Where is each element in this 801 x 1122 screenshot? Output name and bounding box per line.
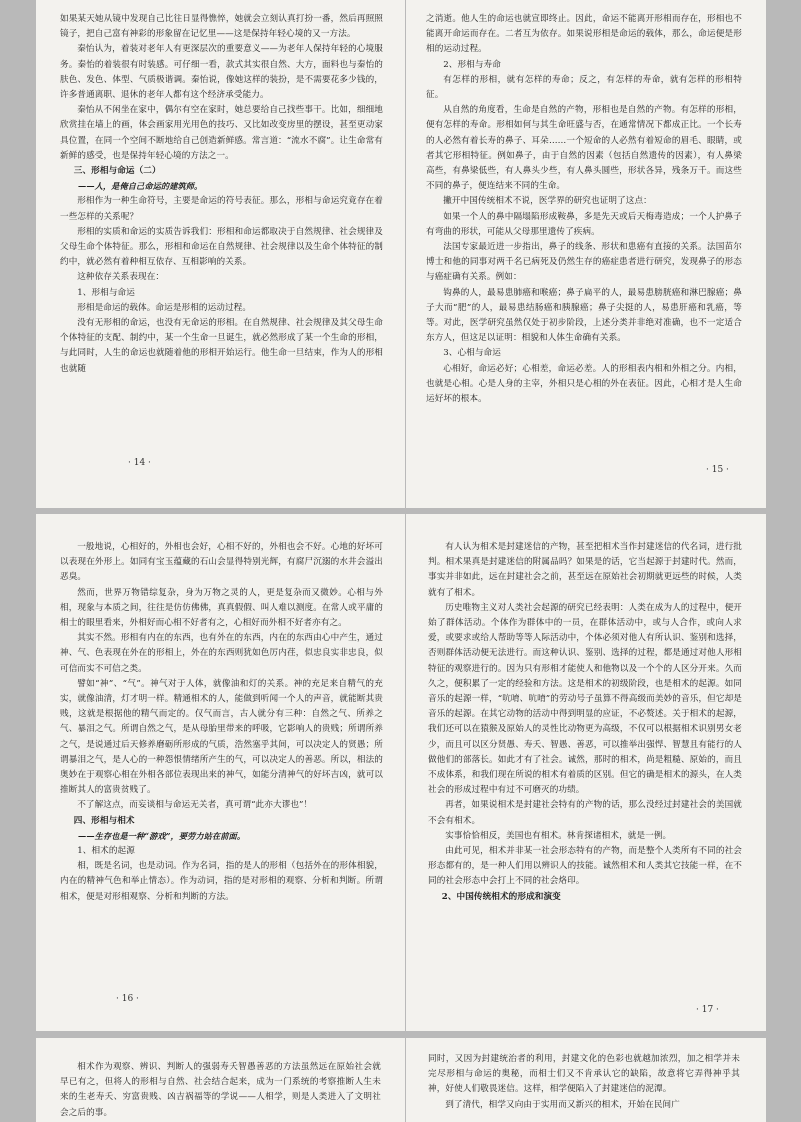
- page-17-text: [406, 540, 766, 1031]
- paragraph: 再者，如果说相术是封建社会特有的产物的话，那么没经过封建社会的美国就不会有相术。: [428, 800, 742, 826]
- page-number: · 17 ·: [696, 1005, 719, 1015]
- paragraph: 一般地说，心相好的，外相也会好，心相不好的，外相也会不好。心地的好坏可以表现在外形上。如同有宝玉蕴藏的石山会显得特别光辉，有腐尸沉溺的水井会溢出恶臭。: [60, 542, 383, 583]
- paragraph: 实事恰恰相反，美国也有相术。林肯探诸相术，就是一例。: [445, 830, 672, 841]
- paragraph: 譬如“神”、“气”。神气对于人体，就像油和灯的关系。神的充足来自精气的充实，就像油清，灯才明一样。精通相术的人，能做到听闻一个人的声音，就能断其贵贱，这就是根据他的精气而定的。仅气而言，古人就分有三种：自然之气、所养之气、暴泪之气。所谓自然之气，是从母胎里带来的呼吸，它影响人的贵贱；所谓所养之气，是说通过后天修养磨砺所形成的气质，浩然塞乎其间，可以决定人的贤愚；所谓暴泪之气，是人心的一种怨恨情绪所产生的气，可以决定人的善恶。所以，相法的奥妙在于观察心相在外相各部位表现出来的神气，如能分清神气的好坏吉凶，就可以推断其人的富贵贫贱了。: [60, 678, 383, 796]
- paragraph: 这种依存关系表现在：: [77, 272, 165, 283]
- section-epigraph: ——生存也是一种“游戏”，要劳力站在前面。: [78, 830, 246, 841]
- paragraph: 心相好，命运必好；心相差，命运必差。人的形相表内相和外相之分。内相，也就是心相。心是人身的主宰，外相只是心相的外在表征。因此，心相才是人生命运好坏的根本。: [426, 363, 742, 405]
- paragraph: 其实不然。形相有内在的东西，也有外在的东西，内在的东西由心中产生，通过神、气、色表现在外在的形相上，外在的东西则犹如色厉内荏，似忠良实非忠良，似可信而实不可信之类。: [60, 633, 383, 674]
- paragraph: 如果某天她从镜中发现自己比往日显得憔悴，她就会立刻认真打扮一番，然后再照照镜子，把自己富有神彩的形象留在记忆里——这是保持年轻心境的又一方法。: [60, 14, 383, 40]
- section-heading: 三、形相与命运（二）: [73, 166, 161, 177]
- paragraph: 法国专家最近进一步指出，鼻子的线条、形状和患癌有直接的关系。法国苗尔博士和他的同事对两千名已病死及仍然生存的癌症患者进行研究，发现鼻子的形态与癌症确有关系。例如：: [426, 242, 742, 283]
- page-14-text: [36, 12, 405, 508]
- paragraph: 撇开中国传统相术不说，医学界的研究也证明了这点：: [443, 196, 652, 207]
- paragraph: 由此可见，相术并非某一社会形态特有的产物，而是整个人类所有不同的社会形态都有的，是一种人们用以辨识人的技能。诚然相术和人类其它技能一样，在不同的社会形态中会打上不同的社会烙印。: [428, 846, 742, 887]
- page-16-text: [36, 540, 405, 1031]
- page-number: · 16 ·: [116, 994, 139, 1004]
- paragraph: 同时，又因为封建统治者的利用，封建文化的色彩也就越加浓烈，加之相学并未完尽形相与命运的奥秘，而相士们又不肯承认它的缺陷，故意将它弄得神乎其神，好使人们敬畏迷信。这样，相学便陷入了封建迷信的泥潭。: [428, 1054, 740, 1095]
- paragraph: 之消逝。他人生的命运也就宣即终止。因此，命运不能离开形相而存在，形相也不能离开命运而存在。二者互为依存。如果说形相是命运的载体，那么，命运便是形相的运动过程。: [426, 14, 742, 55]
- section-heading: 四、形相与相术: [73, 815, 135, 826]
- paragraph: 3、心相与命运: [443, 348, 501, 359]
- paragraph: 相，既是名词，也是动词。作为名词，指的是人的形相（包括外在的形体相貌，内在的精神气色和举止情态）。作为动词，指的是对形相的观察、分析和判断。所谓相术，便是对形相观察、分析和判断的方法。: [60, 861, 383, 902]
- paragraph: 从自然的角度看，生命是自然的产物，形相也是自然的产物。有怎样的形相，便有怎样的寿命。形相如何与其生命旺盛与否，在通常情况下都成正比。一个长寿的人必然有着长寿的鼻子、耳朵……一个短命的人必然有着短命的眉毛、眼睛，或者其它形相特征。例如鼻子，由于自然的因素（包括自然遗传的因素），有人鼻梁高些，有鼻梁低些，有人鼻头少些，有人鼻头圆些，形状各异，残条万千。而这些不同的鼻子，便连结来不同的生命。: [426, 105, 742, 192]
- page-18-text: [36, 1060, 405, 1122]
- page-19: [406, 1038, 766, 1122]
- paragraph: 不了解这点，而妄谈相与命运无关者，真可谓“此亦大谬也”！: [77, 800, 313, 811]
- page-17: [406, 514, 766, 1031]
- paragraph: 1、相术的起源: [77, 846, 135, 857]
- paragraph: 没有无形相的命运，也没有无命运的形相。在自然规律、社会规律及其父母生命个体特征的支配、制约中，某一个生命一旦诞生，就必然形成了某一个生命的形相，与此同时，人生的命运也就随着他的形相开始运行。他生命一旦结束，作为人的形相也就随: [60, 318, 383, 374]
- paragraph: 形相的实质和命运的实质告诉我们：形相和命运都取决于自然规律、社会规律及父母生命个体特征。那么，形相和命运在自然规律、社会规律以及生命个体特征的制约中，就必然有着种相互依存、互相影响的关系。: [60, 226, 383, 268]
- paragraph: 秦怡从不闲坐在家中，偶尔有空在家时，她总要给自己找些事干。比如，细细地欣赏挂在墙上的画，体会画家用光用色的技巧、又比如改变房里的摆设，甚至更动家具位置，在同一个空间不断地给自己创造新鲜感。常言道：“流水不腐”。让生命常有新鲜的感受，也是保持年轻心境的方法之一。: [60, 105, 383, 161]
- page-18: [36, 1038, 405, 1122]
- paragraph: 秦怡认为，着装对老年人有更深层次的重要意义——为老年人保持年轻的心境服务。秦怡的着装很有时装感。可仔细一看，款式其实很自然、大方，面料也与秦怡的肤色、发色、体型、气质极谐调。秦怡说，像她这样的装扮，是不需要花多少钱的，许多普通离职、退休的老年人都有这个经济承受能力。: [60, 44, 383, 101]
- paragraph: 形相作为一种生命符号，主要是命运的符号表征。那么，形相与命运究竟存在着一些怎样的关系呢？: [60, 196, 383, 222]
- section-epigraph: ——人，是俺自己命运的建筑师。: [78, 181, 203, 192]
- paragraph: 有人认为相术是封建迷信的产物，甚至把相术当作封建迷信的代名词，进行批判。相术果真是封建迷信的附属品吗？如果是的话，它当起源于封建时代。然而，事实并非如此，远在封建社会之前，甚至远在原始社会初期就更远些的时候，人类就有了相术。: [428, 542, 742, 598]
- page-16: [36, 514, 405, 1031]
- paragraph: 形相是命运的载体。命运是形相的运动过程。: [77, 302, 252, 313]
- paragraph: 1、形相与命运: [77, 287, 135, 298]
- paragraph: 2、形相与寿命: [443, 59, 501, 70]
- page-number: · 15 ·: [706, 465, 729, 475]
- paragraph: 到了清代，相学又向由于实用而又新兴的相术，开始在民间广: [445, 1099, 680, 1110]
- paragraph: 然而，世界万物错综复杂，身为万物之灵的人，更是复杂而又微妙。心相与外相，现象与本质之间，往往是仿仿佛佛，真真假假、叫人难以测度。在常人或平庸的相士的眼里看来，外相好而心相不好者有之，心相好而外相不好者亦有之。: [60, 587, 383, 629]
- paragraph: 如果一个人的鼻中隔塌陷形成鞍鼻，多是先天或后天梅毒造成；一个人护鼻子有弯曲的形状，可能从父母那里遗传了疾病。: [426, 211, 742, 237]
- paragraph: 相术作为观察、辨识、判断人的强弱寿夭智愚善恶的方法虽然远在原始社会就早已有之，但将人的形相与自然、社会结合起来，成为一门系统的考察推断人生未来的生老寿夭、穷富贵贱、凶吉祸福等的学说——人相学，则是人类进入了文明社会之后的事。: [60, 1062, 381, 1118]
- page-19-text: [406, 1052, 766, 1122]
- section-heading: 2、中国传统相术的形成和演变: [441, 891, 561, 902]
- paragraph: 有怎样的形相，就有怎样的寿命；反之，有怎样的寿命，就有怎样的形相特征。: [426, 74, 742, 101]
- page-15: [406, 0, 766, 508]
- paragraph: 钩鼻的人，最易患肺癌和喉癌；鼻子扁平的人，最易患膀胱癌和淋巴腺癌；鼻子大而“肥”的人，最易患结肠癌和胰腺癌；鼻子尖挺的人，易患肝癌和乳癌，等等。对此，医学研究虽然仅处于初步阶段，上述分类并非绝对准确，也不一定适合东方人，但这足以证明：相貌和人体生命确有关系。: [426, 287, 742, 344]
- page-15-text: [406, 12, 766, 508]
- paragraph: 历史唯物主义对人类社会起源的研究已经表明：人类在成为人的过程中，便开始了群体活动。个体作为群体中的一员，在群体活动中，或与人合作，或向人求爱，或要求或给人帮助等等人际活动中，个体必须对他人有所认识、鉴别和选择，否则群体活动便无法进行。而这种认识、鉴别、选择的过程，都是通过对他人形相特征的观察进行的。因为只有形相才能使人和他物以及一个个的人区分开来。久而久之，便积累了一定的经验和方法。这是相术的初级阶段，也是相术的起源。如同音乐的起源一样，“吭唷、吭唷”的劳动号子虽算不得高级而美妙的音乐，但它却是音乐的起源。在其它动物的活动中得到明显的应证，不必赘述。关于相术的起源，我们还可以在猿猴及原始人的灵性比动物更为高级，不仅可以根据相术识别男女老少，而且可以区分贤愚、寿夭、智愚、善恶，可以推举出强悍、智慧且有能行的人做他们的部落长。如此才有了社会。诚然，那时的相术，尚是粗糙、原始的，而且不成体系，和我们现在所说的相术有着质的区别。但它的确是相术的源头，在人类社会的形成过程中有过不可磨灭的功绩。: [428, 602, 742, 796]
- page-number: · 14 ·: [128, 458, 151, 468]
- page-14: [36, 0, 405, 508]
